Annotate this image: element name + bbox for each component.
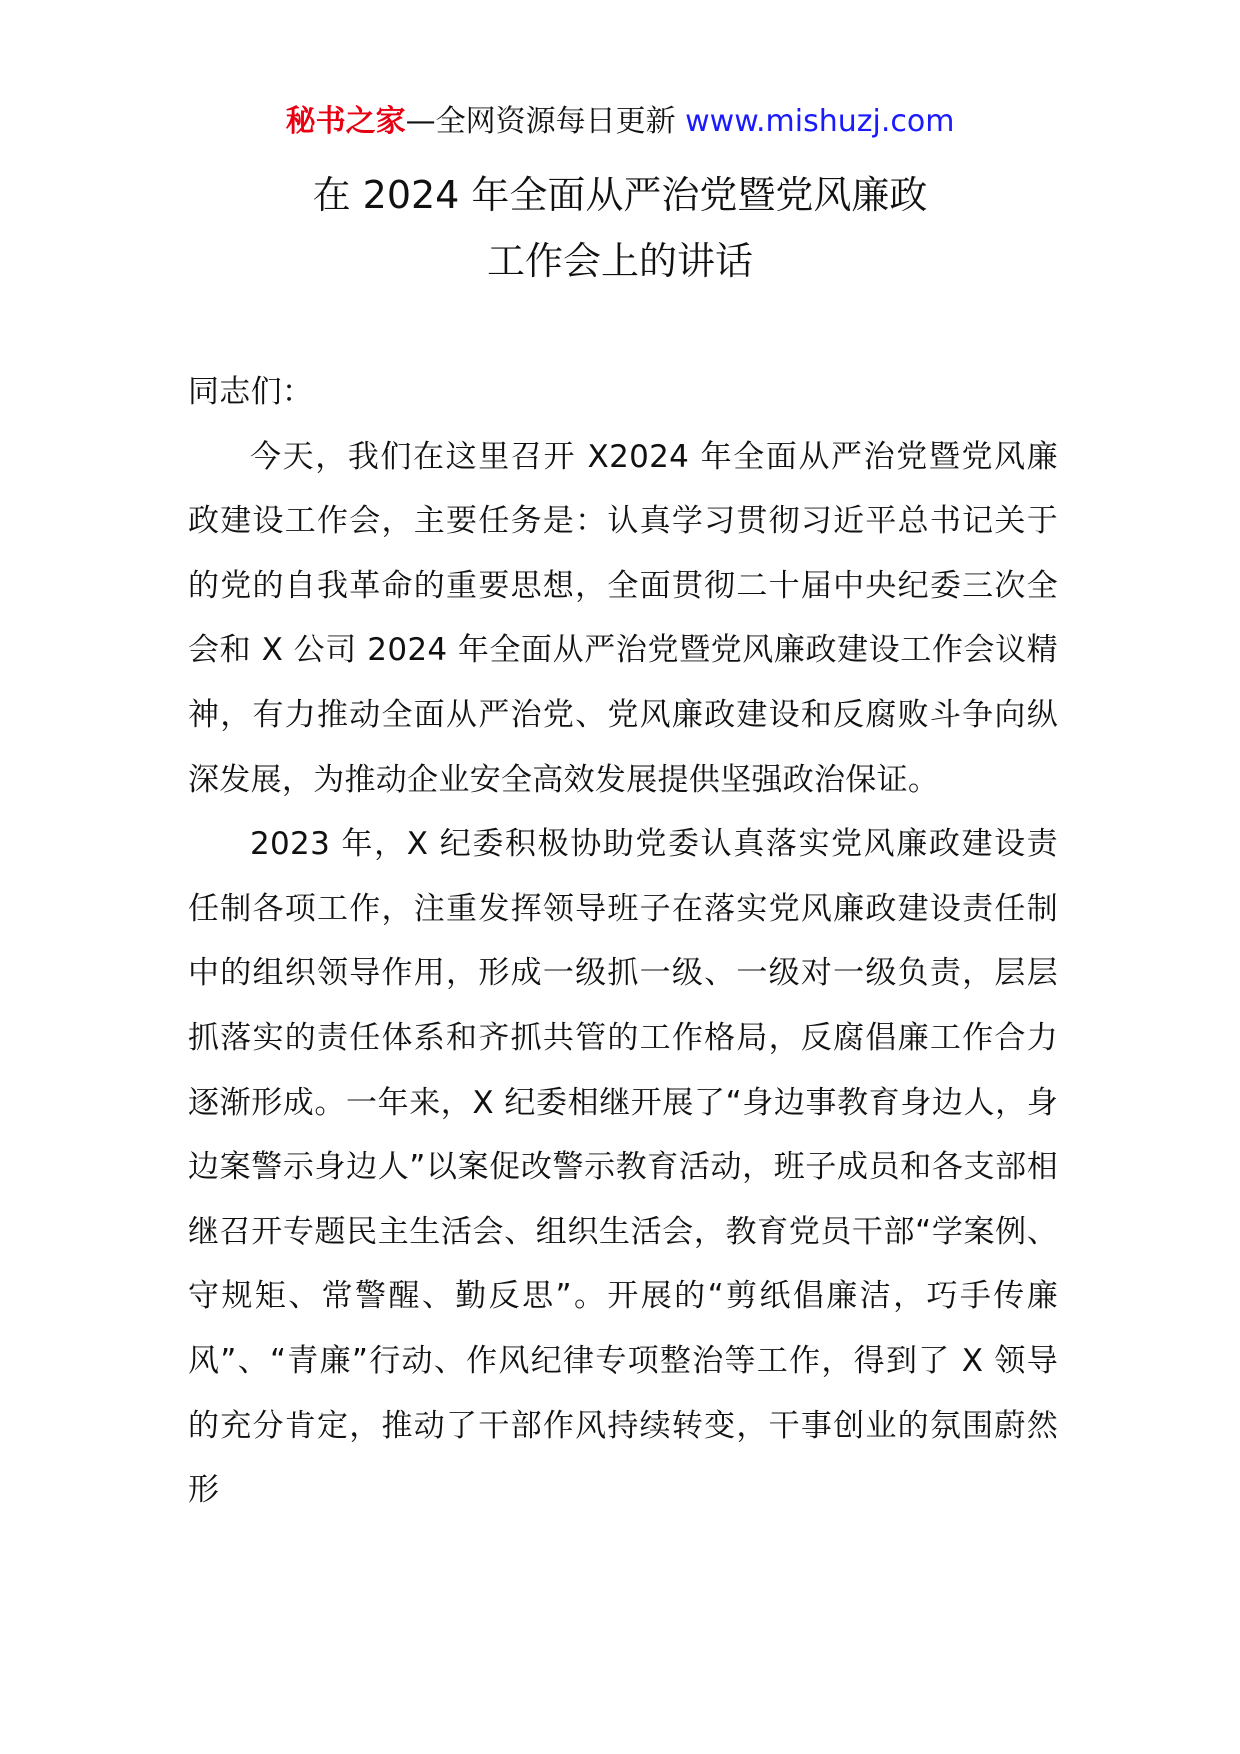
salutation: 同志们： <box>188 374 314 410</box>
paragraph-1: 今天，我们在这里召开 X2024 年全面从严治党暨党风廉政建设工作会，主要任务是：认真学习贯彻习近平总书记关于的党的自我革命的重要思想，全面贯彻二十届中央纪委三次全会和 X 公司 2024 年全面从严治党暨党风廉政建设工作会议精神，有力推动全面从严治党、党风廉政建设和反腐败斗争向纵深发展，为推动企业安全高效发展提供坚强政治保证。 <box>188 438 1058 798</box>
header-tagline: —全网资源每日更新 <box>405 104 686 139</box>
site-url-link[interactable]: www.mishuzj.com <box>685 104 955 139</box>
brand-name: 秘书之家 <box>285 104 406 139</box>
document-body <box>188 360 1058 1523</box>
document-title <box>0 162 1240 294</box>
title-line-1: 在 2024 年全面从严治党暨党风廉政 <box>312 173 928 217</box>
site-header <box>0 100 1240 144</box>
title-line-2: 工作会上的讲话 <box>486 239 753 283</box>
paragraph-2: 2023 年，X 纪委积极协助党委认真落实党风廉政建设责任制各项工作，注重发挥领导班子在落实党风廉政建设责任制中的组织领导作用，形成一级抓一级、一级对一级负责，层层抓落实的责任体系和齐抓共管的工作格局，反腐倡廉工作合力逐渐形成。一年来，X 纪委相继开展了“身边事教育身边人，身边案警示身边人”以案促改警示教育活动，班子成员和各支部相继召开专题民主生活会、组织生活会，教育党员干部“学案例、守规矩、常警醒、勤反思”。开展的“剪纸倡廉洁，巧手传廉风”、“青廉”行动、作风纪律专项整治等工作，得到了 X 领导的充分肯定，推动了干部作风持续转变，干事创业的氛围蔚然形 <box>188 826 1058 1509</box>
